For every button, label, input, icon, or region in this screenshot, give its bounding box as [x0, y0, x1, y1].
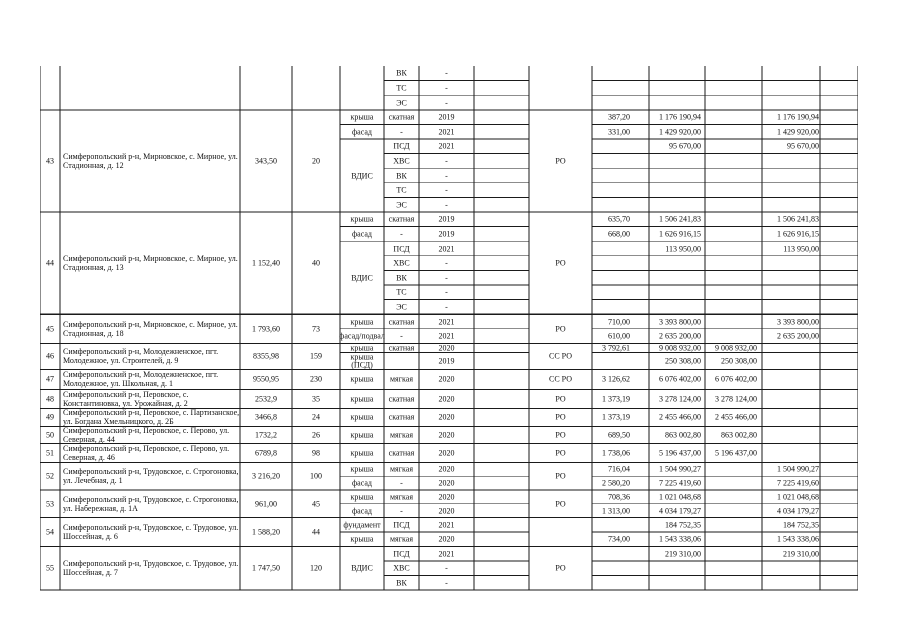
- work-subtype-cell: мягкая: [389, 534, 414, 544]
- residents-cell: 230: [310, 374, 322, 384]
- year-cell: 2020: [438, 464, 455, 474]
- cost-final-cell: 1 504 990,27: [777, 464, 819, 474]
- cost-cell: 184 752,35: [665, 520, 701, 530]
- residents-cell: 24: [312, 412, 320, 422]
- volume-cell: 710,00: [608, 317, 630, 326]
- work-type-cell: крыша: [350, 492, 374, 502]
- work-type-cell: крыша: [350, 448, 374, 458]
- year-cell: -: [445, 287, 448, 297]
- year-cell: 2020: [438, 394, 455, 404]
- work-type-cell: фундамент: [343, 520, 381, 530]
- area-cell: 1 588,20: [252, 527, 280, 537]
- row-number: 47: [46, 374, 54, 384]
- work-subtype-cell: ТС: [396, 287, 407, 297]
- work-subtype-cell: ХВС: [393, 156, 410, 166]
- volume-cell: 1 738,06: [602, 448, 630, 458]
- cost-cell: 250 308,00: [665, 356, 701, 366]
- year-cell: 2019: [438, 112, 455, 122]
- year-cell: 2019: [438, 214, 455, 224]
- work-type-cell: крыша: [350, 430, 374, 440]
- address-cell: Симферопольский р-н, Мирновское, с. Мирное, ул. Стадионная, д. 13: [63, 254, 238, 273]
- cost-cell: 113 950,00: [665, 244, 701, 253]
- work-subtype-cell: ХВС: [393, 258, 410, 268]
- work-type-cell: фасад: [351, 506, 373, 516]
- work-type-cell: крыша: [350, 352, 374, 362]
- work-type-cell: крыша: [350, 534, 374, 544]
- cost-cell: 7 225 419,60: [659, 478, 701, 488]
- year-cell: -: [445, 273, 448, 283]
- cost-variant-cell: 5 196 437,00: [715, 448, 757, 458]
- address-cell: Симферопольский р-н, Молодежненское, пгт. Молодежное, ул. Строителей, д. 9: [63, 347, 219, 366]
- area-cell: 2532,9: [255, 394, 277, 404]
- work-subtype-cell: скатная: [388, 412, 415, 422]
- volume-cell: 689,50: [608, 430, 630, 440]
- year-cell: 2020: [438, 492, 455, 502]
- cost-final-cell: 1 429 920,00: [777, 127, 819, 137]
- address-cell: Симферопольский р-н, Молодежненское, пгт. Молодежное, ул. Школьная, д. 1: [63, 370, 219, 389]
- area-cell: 1 793,60: [252, 324, 280, 334]
- cost-cell: 6 076 402,00: [659, 374, 701, 384]
- volume-cell: 716,04: [608, 464, 630, 474]
- fund-type-cell: СС РО: [549, 374, 572, 384]
- work-subtype-cell: ВК: [396, 273, 407, 283]
- vdis-label: ВДИС: [351, 563, 373, 573]
- row-number: 55: [46, 563, 54, 573]
- year-cell: 2021: [438, 331, 455, 341]
- row-number: 45: [46, 324, 54, 334]
- address-cell: Симферопольский р-н, Трудовское, с. Строгоновка, ул. Набережная, д. 1А: [63, 494, 239, 513]
- work-subtype-cell: скатная: [388, 214, 415, 224]
- work-subtype-cell: ТС: [396, 83, 407, 93]
- cost-cell: 2 635 200,00: [659, 331, 701, 341]
- work-subtype-cell: мягкая: [389, 492, 414, 502]
- year-cell: 2019: [438, 356, 455, 366]
- row-number: 44: [46, 258, 54, 268]
- area-cell: 961,00: [255, 499, 277, 509]
- address-cell: Симферопольский р-н, Мирновское, с. Мирное, ул. Стадионная, д. 12: [63, 151, 238, 170]
- row-number: 52: [46, 471, 54, 481]
- year-cell: 2021: [438, 317, 455, 326]
- residents-cell: 159: [310, 351, 322, 361]
- work-subtype-cell: мягкая: [389, 374, 414, 384]
- cost-cell: 1 506 241,83: [659, 214, 701, 224]
- row-number: 54: [46, 527, 54, 537]
- cost-final-cell: 1 506 241,83: [777, 214, 819, 224]
- address-cell: Симферопольский р-н, Трудовское, с. Строгоновка, ул. Лечебная, д. 1: [63, 467, 239, 486]
- fund-type-cell: РО: [555, 471, 566, 481]
- cost-final-cell: 113 950,00: [783, 244, 819, 253]
- work-type-cell: фасад: [351, 229, 373, 239]
- work-type-cell: крыша: [350, 214, 374, 224]
- volume-cell: 1 313,00: [602, 506, 630, 516]
- work-type-cell: крыша: [350, 112, 374, 122]
- volume-cell: 1 373,19: [602, 394, 630, 404]
- fund-type-cell: РО: [555, 563, 566, 573]
- cost-cell: 1 021 048,68: [659, 492, 701, 502]
- address-cell: Симферопольский р-н, Перовское, с. Перово, ул. Северная, д. 46: [63, 443, 230, 462]
- work-subtype-cell: ЭС: [396, 98, 407, 107]
- address-cell: Симферопольский р-н, Перовское, с. Перово, ул. Северная, д. 44: [63, 425, 230, 444]
- work-type-cell: крыша: [350, 394, 374, 404]
- work-subtype-cell: ВК: [396, 68, 407, 78]
- residents-cell: 120: [310, 563, 322, 573]
- work-subtype-cell: ПСД: [393, 244, 410, 253]
- work-subtype-cell: -: [400, 506, 403, 516]
- cost-final-cell: 1 626 916,15: [777, 229, 819, 239]
- work-subtype-cell: скатная: [388, 343, 415, 353]
- work-subtype-cell: скатная: [388, 448, 415, 458]
- cost-cell: 5 196 437,00: [659, 448, 701, 458]
- residents-cell: 20: [312, 156, 320, 166]
- address-cell: Симферопольский р-н, Трудовское, с. Трудовое, ул. Шоссейная, д. 6: [63, 523, 239, 542]
- cost-final-cell: 7 225 419,60: [777, 478, 819, 488]
- cost-cell: 3 278 124,00: [659, 394, 701, 404]
- area-cell: 343,50: [255, 156, 277, 166]
- cost-cell: 863 002,80: [665, 430, 701, 440]
- row-number: 43: [46, 156, 54, 166]
- work-subtype-cell: -: [400, 127, 403, 137]
- year-cell: 2021: [438, 549, 455, 559]
- fund-type-cell: РО: [555, 324, 566, 334]
- work-subtype-cell: ПСД: [393, 549, 410, 559]
- cost-cell: 3 393 800,00: [659, 317, 701, 326]
- year-cell: -: [445, 578, 448, 588]
- cost-variant-cell: 9 008 932,00: [715, 343, 757, 353]
- row-number: 48: [46, 394, 54, 404]
- cost-final-cell: 1 176 190,94: [777, 112, 819, 122]
- cost-variant-cell: 250 308,00: [721, 356, 757, 366]
- year-cell: 2021: [438, 141, 455, 151]
- area-cell: 1 152,40: [252, 258, 280, 268]
- cost-variant-cell: 6 076 402,00: [715, 374, 757, 384]
- residents-cell: 35: [312, 394, 320, 404]
- cost-final-cell: 1 021 048,68: [777, 492, 819, 502]
- year-cell: 2020: [438, 534, 455, 544]
- cost-variant-cell: 863 002,80: [721, 430, 757, 440]
- work-subtype-cell: ХВС: [393, 563, 410, 573]
- year-cell: 2021: [438, 244, 455, 253]
- row-number: 50: [46, 430, 54, 440]
- cost-final-cell: 1 543 338,06: [777, 534, 819, 544]
- address-cell: Симферопольский р-н, Трудовское, с. Трудовое, ул. Шоссейная, д. 7: [63, 559, 239, 578]
- cost-final-cell: 2 635 200,00: [777, 331, 819, 341]
- cost-variant-cell: 2 455 466,00: [715, 412, 757, 422]
- cost-cell: 1 504 990,27: [659, 464, 701, 474]
- work-subtype-cell: мягкая: [389, 430, 414, 440]
- year-cell: 2020: [438, 506, 455, 516]
- area-cell: 8355,98: [253, 351, 279, 361]
- year-cell: -: [445, 171, 448, 180]
- year-cell: -: [445, 302, 448, 312]
- volume-cell: 734,00: [608, 534, 630, 544]
- year-cell: 2020: [438, 478, 455, 488]
- area-cell: 9550,95: [253, 374, 279, 384]
- work-type-cell: фасад: [351, 478, 373, 488]
- cost-cell: 1 626 916,15: [659, 229, 701, 239]
- volume-cell: 1 373,19: [602, 412, 630, 422]
- year-cell: -: [445, 156, 448, 166]
- work-subtype-cell: -: [400, 478, 403, 488]
- area-cell: 3466,8: [255, 412, 277, 422]
- year-cell: -: [445, 563, 448, 573]
- volume-cell: 387,20: [608, 112, 630, 122]
- cost-cell: 1 429 920,00: [659, 127, 701, 137]
- work-subtype-cell: ЭС: [396, 200, 407, 210]
- cost-cell: 1 543 338,06: [659, 534, 701, 544]
- year-cell: -: [445, 83, 448, 93]
- year-cell: 2021: [438, 127, 455, 137]
- work-subtype-cell: -: [400, 229, 403, 239]
- volume-cell: 3 792,61: [602, 343, 630, 353]
- year-cell: 2020: [438, 448, 455, 458]
- fund-type-cell: РО: [555, 499, 566, 509]
- work-subtype-cell: скатная: [388, 394, 415, 404]
- fund-type-cell: СС РО: [549, 351, 572, 361]
- cost-cell: 2 455 466,00: [659, 412, 701, 422]
- residents-cell: 73: [312, 324, 320, 334]
- cost-variant-cell: 3 278 124,00: [715, 394, 757, 404]
- address-cell: Симферопольский р-н, Перовское, с. Партизанское, ул. Богдана Хмельницкого, д. 2Б: [63, 408, 240, 427]
- row-number: 49: [46, 412, 54, 422]
- volume-cell: 610,00: [608, 331, 630, 341]
- cost-final-cell: 95 670,00: [787, 141, 819, 151]
- area-cell: 6789,8: [255, 448, 277, 458]
- row-number: 46: [46, 351, 54, 361]
- year-cell: 2020: [438, 412, 455, 422]
- work-subtype-cell: ВК: [396, 171, 407, 180]
- cost-cell: 9 008 932,00: [659, 343, 701, 353]
- work-subtype-cell: скатная: [388, 112, 415, 122]
- address-cell: Симферопольский р-н, Мирновское, с. Мирное, ул. Стадионная, д. 18: [63, 319, 238, 338]
- cost-cell: 95 670,00: [669, 141, 701, 151]
- volume-cell: 3 126,62: [602, 374, 630, 384]
- work-subtype-cell: мягкая: [389, 464, 414, 474]
- cost-cell: 4 034 179,27: [659, 506, 701, 516]
- work-subtype-cell: ВК: [396, 578, 407, 588]
- work-type-cell: крыша: [350, 464, 374, 474]
- residents-cell: 98: [312, 448, 320, 458]
- vdis-label: ВДИС: [351, 273, 373, 283]
- year-cell: -: [445, 98, 448, 107]
- address-cell: Симферопольский р-н, Перовское, с. Константиновка, ул. Урожайная, д. 2: [63, 389, 189, 408]
- residents-cell: 26: [312, 430, 320, 440]
- vdis-label: ВДИС: [351, 171, 373, 180]
- work-subtype-cell: ПСД: [393, 141, 410, 151]
- year-cell: 2021: [438, 520, 455, 530]
- year-cell: 2020: [438, 374, 455, 384]
- year-cell: 2019: [438, 229, 455, 239]
- row-number: 53: [46, 499, 54, 509]
- residents-cell: 45: [312, 499, 320, 509]
- cost-final-cell: 3 393 800,00: [777, 317, 819, 326]
- work-subtype-cell: ЭС: [396, 302, 407, 312]
- year-cell: -: [445, 258, 448, 268]
- work-subtype-cell: ТС: [396, 185, 407, 195]
- work-type-cell: крыша: [350, 317, 374, 326]
- area-cell: 1732,2: [255, 430, 277, 440]
- fund-type-cell: РО: [555, 430, 566, 440]
- work-type-note: (ПСД): [351, 360, 373, 370]
- work-type-cell: крыша: [350, 374, 374, 384]
- row-number: 51: [46, 448, 54, 458]
- volume-cell: 668,00: [608, 229, 630, 239]
- work-type-cell: крыша: [350, 412, 374, 422]
- cost-cell: 219 310,00: [665, 549, 701, 559]
- residents-cell: 100: [310, 471, 322, 481]
- year-cell: -: [445, 185, 448, 195]
- year-cell: 2020: [438, 343, 455, 353]
- cost-final-cell: 219 310,00: [783, 549, 819, 559]
- residents-cell: 44: [312, 527, 320, 537]
- year-cell: -: [445, 68, 448, 78]
- fund-type-cell: РО: [555, 412, 566, 422]
- volume-cell: 2 580,20: [602, 478, 630, 488]
- work-type-cell: крыша: [350, 343, 374, 353]
- fund-type-cell: РО: [555, 448, 566, 458]
- cost-final-cell: 184 752,35: [783, 520, 819, 530]
- year-cell: -: [445, 200, 448, 210]
- cost-final-cell: 4 034 179,27: [777, 506, 819, 516]
- registry-table: [40, 66, 858, 604]
- residents-cell: 40: [312, 258, 320, 268]
- work-type-cell: фасад/подвал: [339, 331, 385, 341]
- work-type-cell: фасад: [351, 127, 373, 137]
- fund-type-cell: РО: [555, 156, 566, 166]
- fund-type-cell: РО: [555, 394, 566, 404]
- fund-type-cell: РО: [555, 258, 566, 268]
- area-cell: 1 747,50: [252, 563, 280, 573]
- volume-cell: 635,70: [608, 214, 630, 224]
- year-cell: 2020: [438, 430, 455, 440]
- cost-cell: 1 176 190,94: [659, 112, 701, 122]
- area-cell: 3 216,20: [252, 471, 280, 481]
- work-subtype-cell: -: [400, 331, 403, 341]
- volume-cell: 331,00: [608, 127, 630, 137]
- work-subtype-cell: скатная: [388, 317, 415, 326]
- work-subtype-cell: ПСД: [393, 520, 410, 530]
- volume-cell: 708,36: [608, 492, 630, 502]
